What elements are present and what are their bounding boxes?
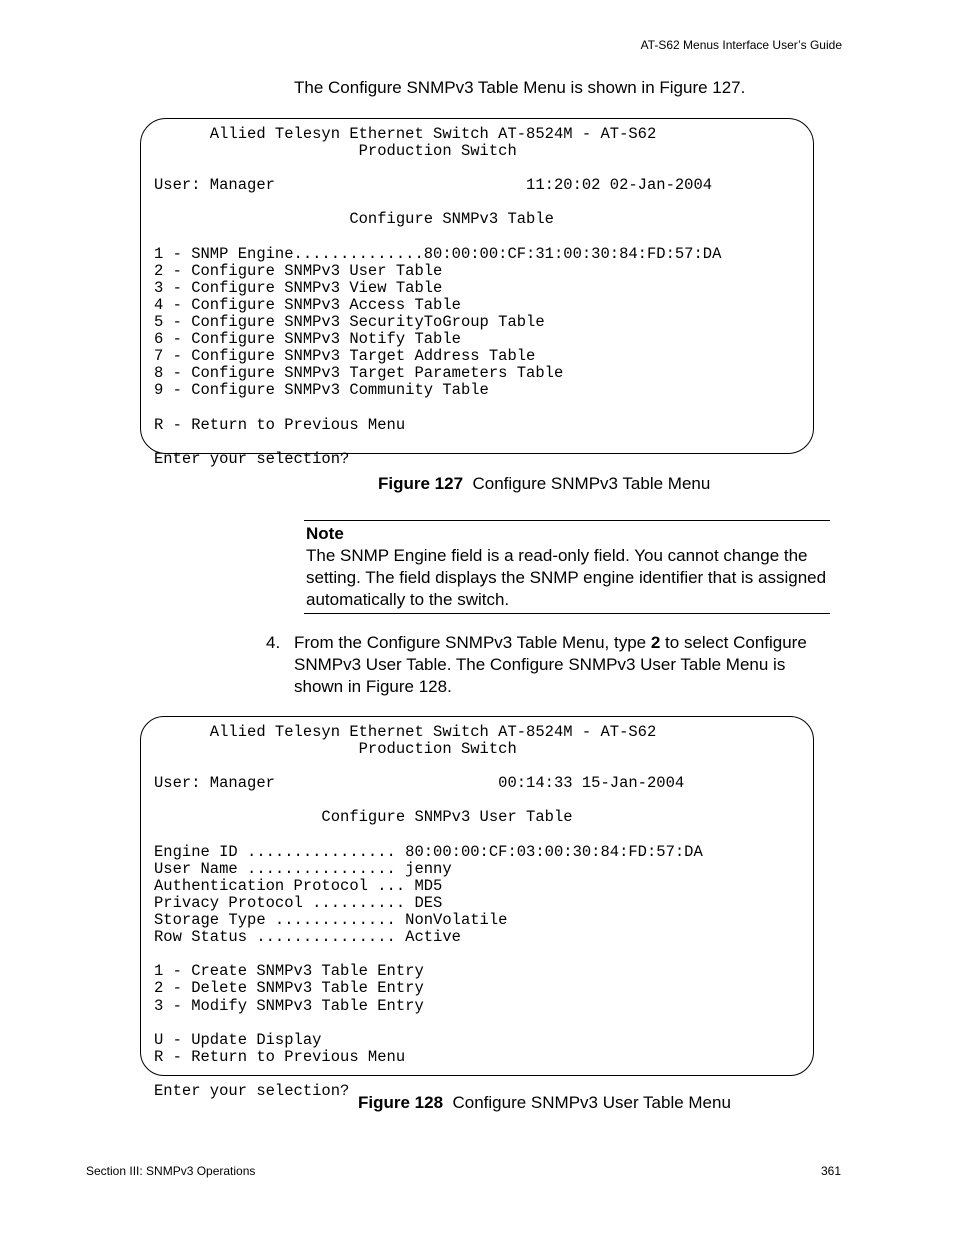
terminal-line: 7 - Configure SNMPv3 Target Address Table bbox=[154, 347, 536, 366]
terminal-line: Allied Telesyn Ethernet Switch AT-8524M - AT-S62 bbox=[154, 723, 657, 741]
terminal-line: R - Return to Previous Menu bbox=[154, 415, 406, 434]
terminal-line: Row Status ............... Active bbox=[154, 928, 461, 947]
step-4-text-before: From the Configure SNMPv3 Table Menu, type bbox=[294, 633, 651, 652]
step-4-text-after: to select Configure SNMPv3 User Table. The Configure SNMPv3 User Table Menu is shown in Figure 128. bbox=[294, 633, 807, 696]
terminal-line: 1 - Create SNMPv3 Table Entry bbox=[154, 962, 424, 981]
footer-page-number: 361 bbox=[820, 1164, 841, 1178]
figure-127-caption-text: Configure SNMPv3 Table Menu bbox=[472, 474, 711, 493]
terminal-line bbox=[154, 827, 703, 844]
terminal-line: Production Switch bbox=[154, 740, 517, 759]
terminal-line: Enter your selection? bbox=[154, 449, 350, 468]
note-title: Note bbox=[306, 524, 344, 543]
terminal-line: Engine ID ................ 80:00:00:CF:03:00:30:84:FD:57:DA bbox=[154, 842, 703, 861]
terminal-line: Configure SNMPv3 Table bbox=[154, 210, 554, 229]
terminal-line bbox=[154, 400, 721, 417]
terminal-line: Configure SNMPv3 User Table bbox=[154, 808, 573, 827]
terminal-line bbox=[154, 946, 703, 963]
step-4-paragraph bbox=[266, 632, 826, 698]
running-header-title: AT-S62 Menus Interface User’s Guide bbox=[640, 38, 842, 52]
figure-128-caption bbox=[358, 1093, 731, 1113]
footer-section: Section III: SNMPv3 Operations bbox=[86, 1164, 256, 1178]
terminal-line bbox=[154, 1066, 703, 1083]
terminal-line: 3 - Configure SNMPv3 View Table bbox=[154, 278, 443, 297]
figure-128-caption-text: Configure SNMPv3 User Table Menu bbox=[452, 1093, 731, 1112]
terminal-line: User: Manager 00:14:33 15-Jan-2004 bbox=[154, 774, 685, 793]
terminal-line: 1 - SNMP Engine..............80:00:00:CF:31:00:30:84:FD:57:DA bbox=[154, 244, 722, 263]
figure-128-caption-label: Figure 128 bbox=[358, 1093, 444, 1112]
terminal-line: 2 - Configure SNMPv3 User Table bbox=[154, 261, 443, 280]
terminal-line bbox=[154, 434, 721, 451]
terminal-line: 4 - Configure SNMPv3 Access Table bbox=[154, 295, 461, 314]
terminal-line: User: Manager 11:20:02 02-Jan-2004 bbox=[154, 176, 713, 195]
step-number: 4. bbox=[266, 633, 281, 652]
terminal-line: 5 - Configure SNMPv3 SecurityToGroup Table bbox=[154, 313, 545, 332]
terminal-line: 2 - Delete SNMPv3 Table Entry bbox=[154, 979, 424, 998]
intro-paragraph: The Configure SNMPv3 Table Menu is shown in Figure 127. bbox=[294, 78, 746, 97]
step-4-key: 2 bbox=[650, 633, 661, 652]
terminal-line bbox=[154, 160, 721, 177]
terminal-line: Storage Type ............. NonVolatile bbox=[154, 911, 508, 930]
terminal-line: R - Return to Previous Menu bbox=[154, 1047, 406, 1066]
figure-127-terminal-text bbox=[154, 126, 721, 468]
figure-128-terminal-text bbox=[154, 724, 703, 1100]
terminal-line: Production Switch bbox=[154, 142, 517, 161]
terminal-line bbox=[154, 194, 721, 211]
terminal-line bbox=[154, 1015, 703, 1032]
terminal-line bbox=[154, 229, 721, 246]
step-4-text bbox=[294, 632, 826, 698]
terminal-line: Privacy Protocol .......... DES bbox=[154, 893, 443, 912]
terminal-line bbox=[154, 792, 703, 809]
terminal-line: 8 - Configure SNMPv3 Target Parameters Table bbox=[154, 364, 564, 383]
terminal-line: Authentication Protocol ... MD5 bbox=[154, 876, 443, 895]
terminal-line: 3 - Modify SNMPv3 Table Entry bbox=[154, 996, 424, 1015]
note-body: The SNMP Engine field is a read-only field. You cannot change the setting. The field displays the SNMP engine identifier that is assigned automatically to the switch. bbox=[306, 546, 827, 609]
terminal-line: 6 - Configure SNMPv3 Notify Table bbox=[154, 330, 461, 349]
figure-127-caption-label: Figure 127 bbox=[378, 474, 464, 493]
terminal-line: Enter your selection? bbox=[154, 1081, 350, 1100]
terminal-line: Allied Telesyn Ethernet Switch AT-8524M - AT-S62 bbox=[154, 125, 657, 143]
figure-127-caption bbox=[378, 474, 710, 494]
terminal-line: User Name ................ jenny bbox=[154, 859, 452, 878]
terminal-line: U - Update Display bbox=[154, 1030, 322, 1049]
terminal-line bbox=[154, 758, 703, 775]
note-box bbox=[304, 520, 830, 614]
terminal-line: 9 - Configure SNMPv3 Community Table bbox=[154, 381, 489, 400]
